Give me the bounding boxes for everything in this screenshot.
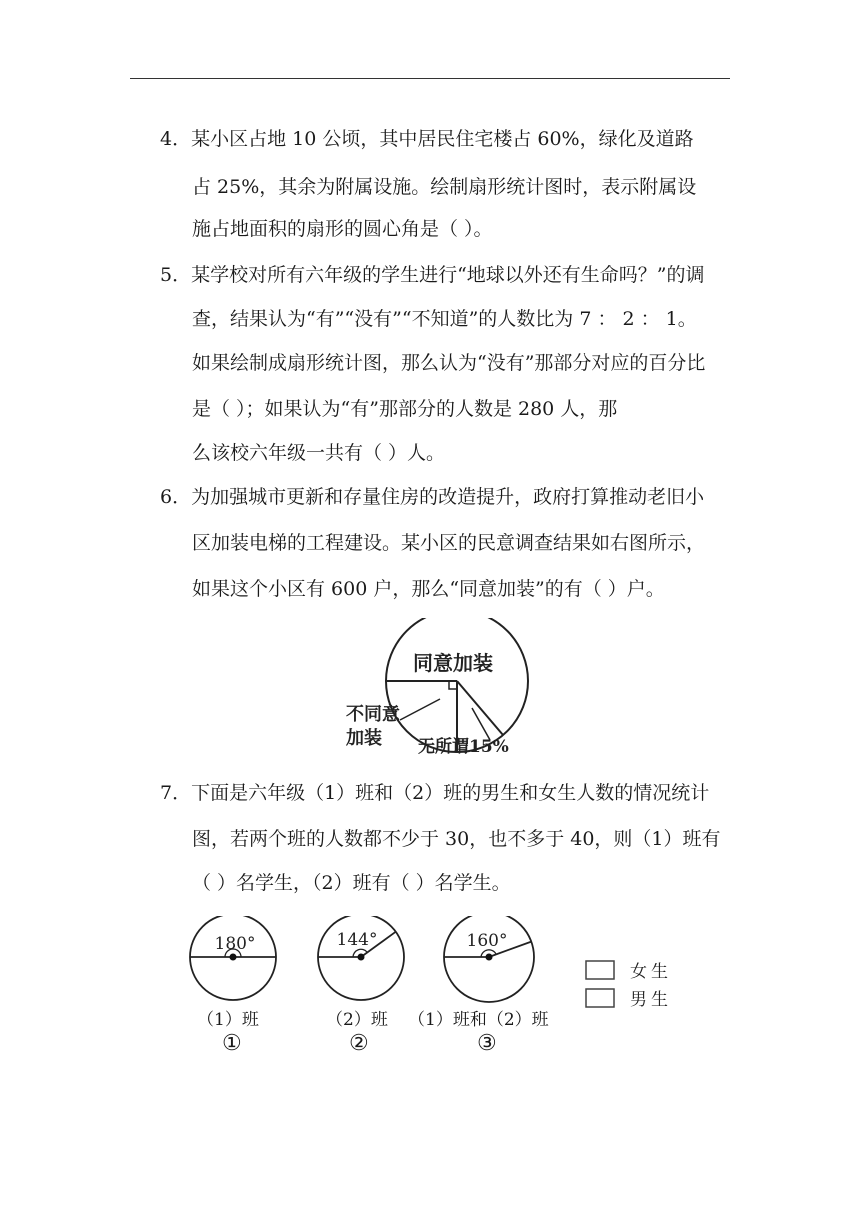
q5-line-3: 如果绘制成扇形统计图，那么认为“没有”那部分对应的百分比 — [192, 352, 706, 374]
q5-line-1: 5．某学校对所有六年级的学生进行“地球以外还有生命吗？”的调 — [160, 264, 705, 286]
q7-chart-1 — [190, 916, 276, 1000]
q7-chart-3 — [444, 916, 534, 1002]
legend-girls-swatch — [586, 961, 614, 979]
q7-chart-2-center-dot — [358, 954, 365, 961]
q7-chart-1-number: ① — [222, 1031, 242, 1056]
q7-line-1: 7．下面是六年级（1）班和（2）班的男生和女生人数的情况统计 — [160, 782, 710, 804]
q7-chart-3-caption: （1）班和（2）班 — [408, 1010, 549, 1030]
q6-pie-right-angle-mark — [449, 681, 457, 689]
q6-pie-label-indifferent: 无所谓15% — [418, 737, 509, 757]
q6-line-2: 区加装电梯的工程建设。某小区的民意调查结果如右图所示， — [192, 532, 706, 554]
q7-chart-2-caption: （2）班 — [326, 1010, 388, 1030]
q7-pie-charts — [180, 916, 680, 1012]
q4-line-3: 施占地面积的扇形的圆心角是（ ）。 — [192, 218, 493, 240]
q5-line-5: 么该校六年级一共有（ ）人。 — [192, 442, 446, 464]
q7-chart-2-number: ② — [349, 1031, 369, 1056]
q5-line-4: 是（ ）；如果认为“有”那部分的人数是 280 人，那 — [192, 398, 618, 420]
q6-pie-label-disagree-2: 加装 — [346, 728, 382, 749]
q7-chart-1-caption: （1）班 — [197, 1010, 259, 1030]
q7-chart-2-angle-label: 144° — [336, 930, 378, 950]
legend-boys-swatch — [586, 989, 614, 1007]
q7-chart-1-center-dot — [230, 954, 237, 961]
q6-line-3: 如果这个小区有 600 户，那么“同意加装”的有（ ）户。 — [192, 578, 665, 600]
q6-pie-label-disagree-1: 不同意 — [346, 704, 400, 725]
q6-pie-radius-diagonal — [457, 681, 503, 735]
legend-girls-label: 女生 — [630, 962, 672, 982]
q7-chart-3-number: ③ — [477, 1031, 497, 1056]
q7-chart-1-angle-label: 180° — [214, 934, 256, 954]
q4-line-2: 占 25%，其余为附属设施。绘制扇形统计图时，表示附属设 — [192, 176, 697, 198]
q6-pie-label-agree: 同意加装 — [413, 651, 493, 675]
q6-pie-chart — [340, 618, 550, 768]
q6-pie-leader-indifferent — [472, 708, 490, 740]
q7-chart-3-center-dot — [486, 954, 493, 961]
q7-chart-2 — [318, 916, 404, 1000]
q4-line-1: 4．某小区占地 10 公顷，其中居民住宅楼占 60%，绿化及道路 — [160, 128, 694, 150]
legend-boys-label: 男生 — [630, 990, 672, 1010]
q6-line-1: 6．为加强城市更新和存量住房的改造提升，政府打算推动老旧小 — [160, 486, 705, 508]
top-rule — [130, 78, 730, 79]
q7-line-2: 图，若两个班的人数都不少于 30，也不多于 40，则（1）班有 — [192, 828, 721, 850]
q7-chart-3-angle-label: 160° — [466, 931, 508, 951]
q6-pie-leader-disagree — [400, 699, 440, 720]
q5-line-2: 查，结果认为“有”“没有”“不知道”的人数比为 7 ： 2 ： 1。 — [192, 308, 697, 330]
q7-line-3: （ ）名学生，（2）班有（ ）名学生。 — [192, 872, 511, 894]
